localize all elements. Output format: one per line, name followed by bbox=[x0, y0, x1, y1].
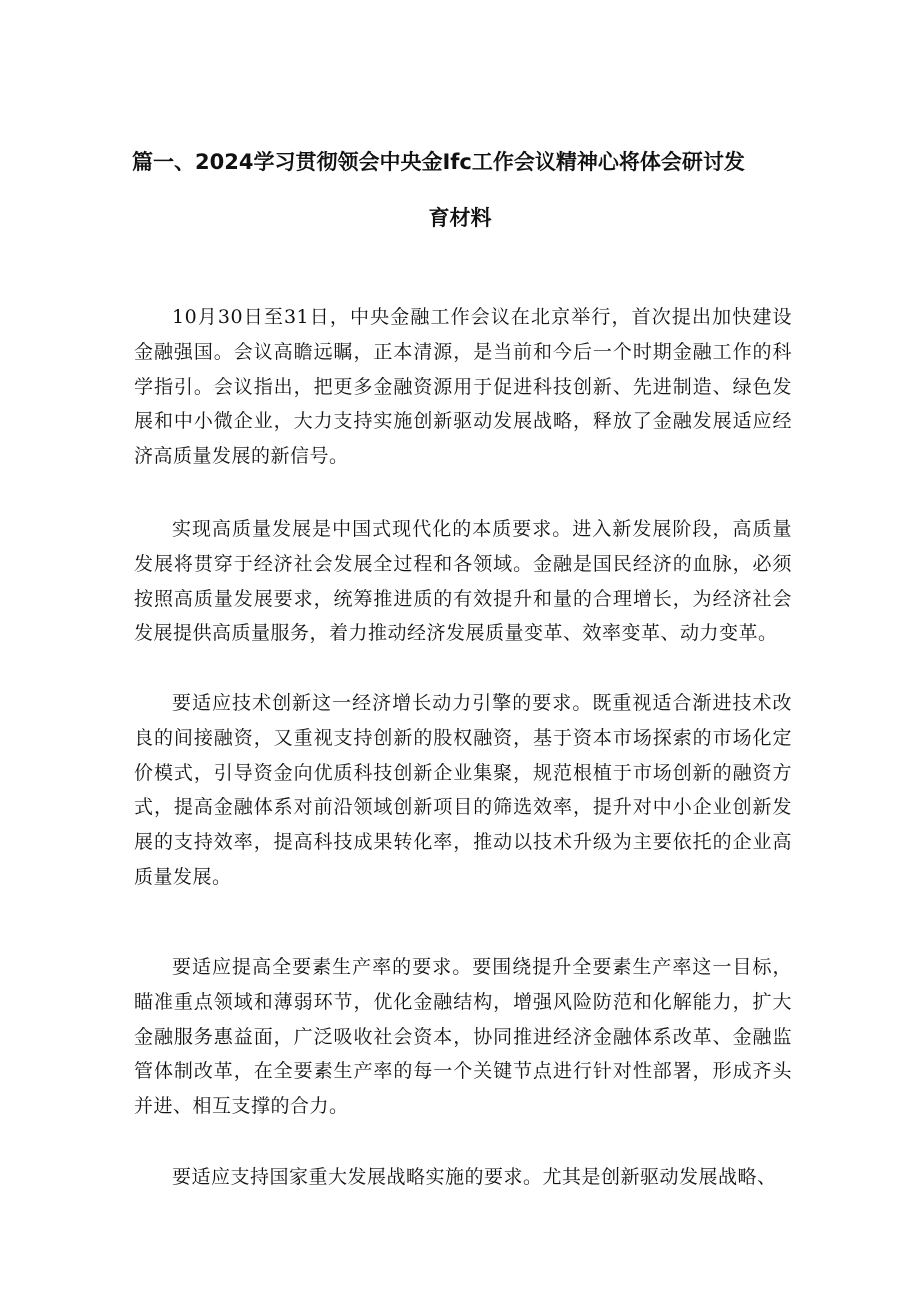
paragraph-3: 要适应技术创新这一经济增长动力引擎的要求。既重视适合渐进技术改良的间接融资，又重视支持创新的股权融资，基于资本市场探索的市场化定价模式，引导资金向优质科技创新企业集聚，规范根植于市场创新的融资方式，提高金融体系对前沿领域创新项目的筛选效率，提升对中小企业创新发展的支持效率，提高科技成果转化率，推动以技术升级为主要依托的企业高质量发展。 bbox=[134, 692, 792, 888]
paragraph-2: 实现高质量发展是中国式现代化的本质要求。进入新发展阶段，高质量发展将贯穿于经济社会发展全过程和各领域。金融是国民经济的血脉，必须按照高质量发展要求，统筹推进质的有效提升和量的合理增长，为经济社会发展提供高质量服务，着力推动经济发展质量变革、效率变革、动力变革。 bbox=[134, 518, 792, 645]
paragraph-1: 10月30日至31日，中央金融工作会议在北京举行，首次提出加快建设金融强国。会议高瞻远瞩，正本清源，是当前和今后一个时期金融工作的科学指引。会议指出，把更多金融资源用于促进科技创新、先进制造、绿色发展和中小微企业，大力支持实施创新驱动发展战略，释放了金融发展适应经济高质量发展的新信号。 bbox=[134, 306, 792, 468]
paragraph-5: 要适应支持国家重大发展战略实施的要求。尤其是创新驱动发展战略、 bbox=[172, 1166, 777, 1188]
document-title-line-1: 篇一、2024学习贯彻领会中央金Ifc工作会议精神心将体会研讨发 bbox=[132, 150, 745, 174]
document-title-line-2: 育材料 bbox=[428, 206, 492, 230]
paragraph-4: 要适应提高全要素生产率的要求。要围绕提升全要素生产率这一目标，瞄准重点领域和薄弱环节，优化金融结构，增强风险防范和化解能力，扩大金融服务惠益面，广泛吸收社会资本，协同推进经济金融体系改革、金融监管体制改革，在全要素生产率的每一个关键节点进行针对性部署，形成齐头并进、相互支撑的合力。 bbox=[134, 956, 792, 1118]
